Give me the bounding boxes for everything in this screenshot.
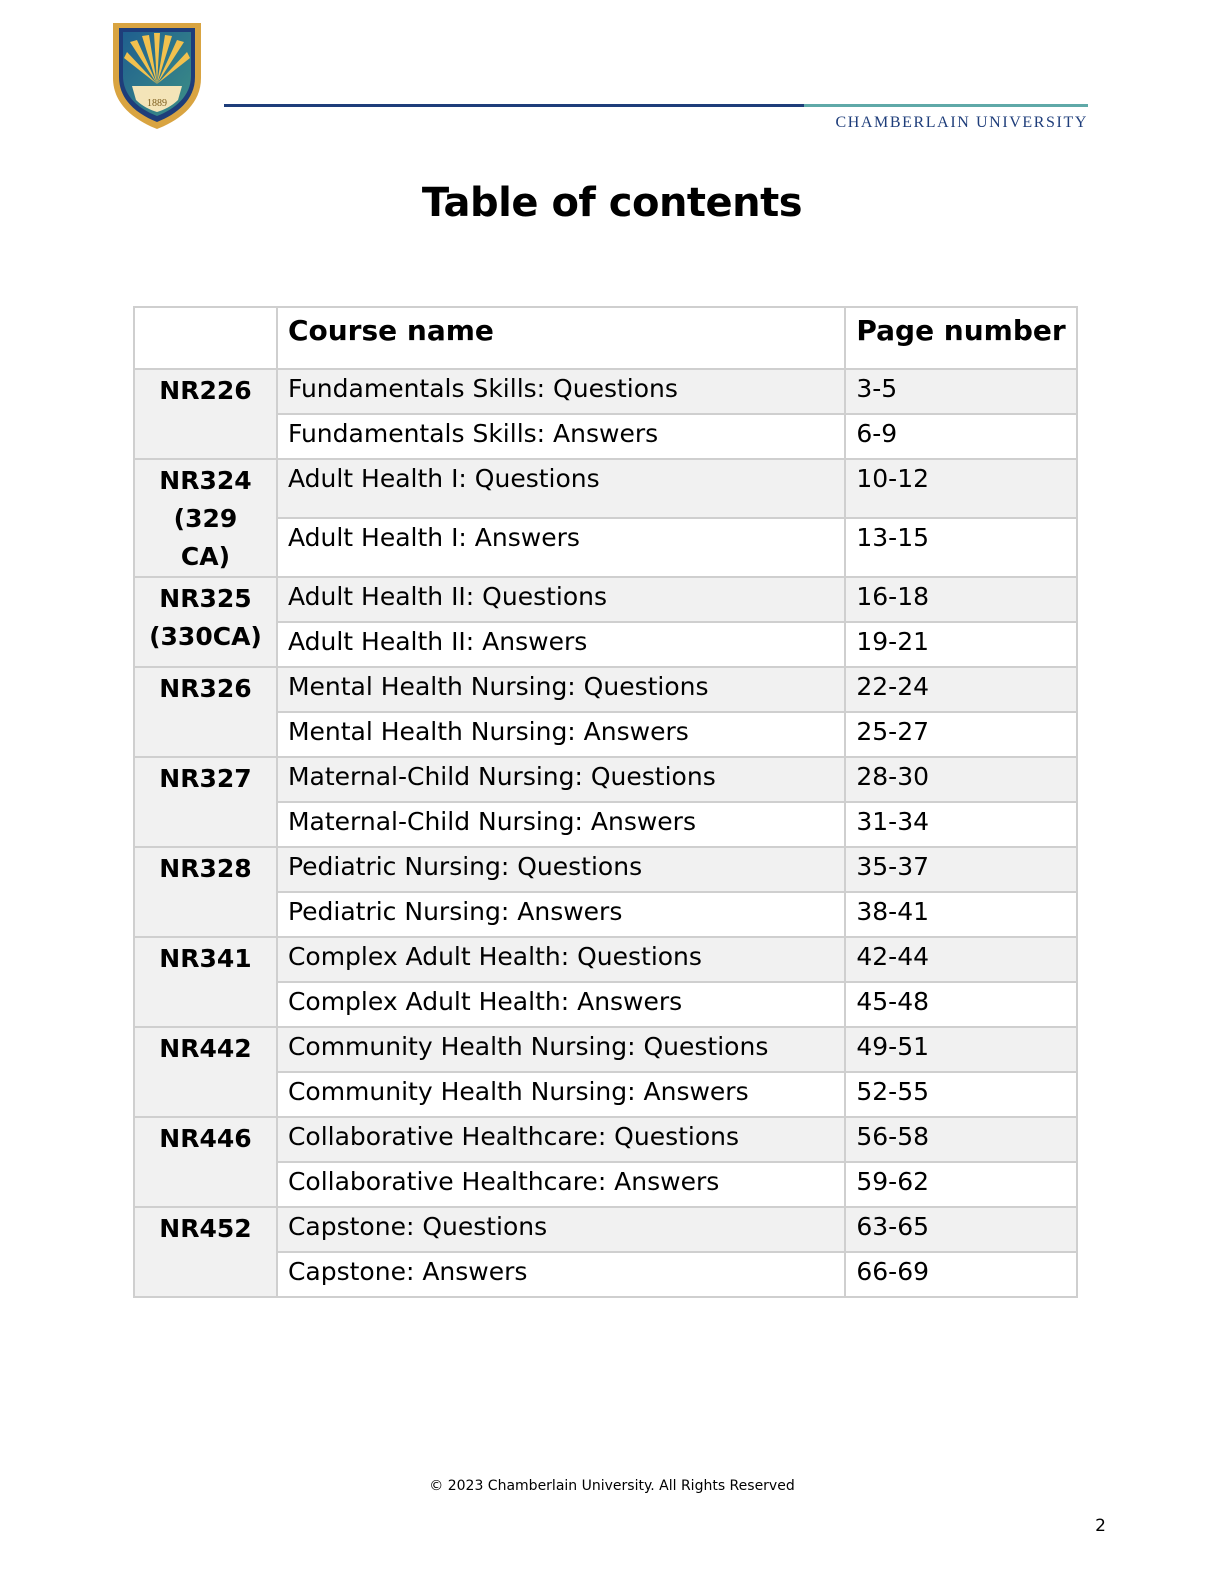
table-row	[134, 937, 1077, 982]
course-code: NR226	[159, 376, 252, 405]
course-code: NR442	[159, 1034, 252, 1063]
page-range-cell: 56-58	[845, 1117, 1077, 1162]
table-row	[134, 667, 1077, 712]
page-range-cell: 45-48	[845, 982, 1077, 1027]
course-code: NR325	[159, 584, 252, 613]
course-code: NR328	[159, 854, 252, 883]
course-code-cell	[134, 937, 277, 1027]
course-code-cell	[134, 1117, 277, 1207]
course-name-cell: Pediatric Nursing: Answers	[277, 892, 845, 937]
page-range-cell: 6-9	[845, 414, 1077, 459]
chamberlain-shield-logo	[110, 20, 204, 132]
course-code: NR446	[159, 1124, 252, 1153]
course-name-cell: Community Health Nursing: Answers	[277, 1072, 845, 1117]
page-range-cell: 49-51	[845, 1027, 1077, 1072]
header-cell-code	[134, 307, 277, 369]
course-name-cell: Collaborative Healthcare: Questions	[277, 1117, 845, 1162]
table-row	[134, 757, 1077, 802]
page-range-cell: 28-30	[845, 757, 1077, 802]
page-range-cell: 52-55	[845, 1072, 1077, 1117]
course-code-cell	[134, 1207, 277, 1297]
course-name-cell: Adult Health I: Answers	[277, 518, 845, 577]
course-code-cell	[134, 577, 277, 667]
header-cell-page-number: Page number	[845, 307, 1077, 369]
course-code: (329 CA)	[173, 504, 238, 571]
course-name-cell: Maternal-Child Nursing: Answers	[277, 802, 845, 847]
course-code: NR324	[159, 466, 252, 495]
table-row	[134, 847, 1077, 892]
course-name-cell: Complex Adult Health: Answers	[277, 982, 845, 1027]
table-header-row	[134, 307, 1077, 369]
page-range-cell: 42-44	[845, 937, 1077, 982]
table-row	[134, 1117, 1077, 1162]
table-row	[134, 577, 1077, 622]
course-name-cell: Complex Adult Health: Questions	[277, 937, 845, 982]
header-rule-navy	[224, 104, 804, 107]
course-name-cell: Capstone: Answers	[277, 1252, 845, 1297]
course-code-cell	[134, 667, 277, 757]
course-code-cell	[134, 369, 277, 459]
page-title: Table of contents	[421, 180, 803, 226]
table-row	[134, 1207, 1077, 1252]
course-code: NR326	[159, 674, 252, 703]
page-range-cell: 19-21	[845, 622, 1077, 667]
course-name-cell: Fundamentals Skills: Answers	[277, 414, 845, 459]
table-row	[134, 459, 1077, 518]
header-rule-teal	[804, 104, 1088, 107]
course-name-cell: Mental Health Nursing: Questions	[277, 667, 845, 712]
course-name-cell: Fundamentals Skills: Questions	[277, 369, 845, 414]
course-code: NR341	[159, 944, 252, 973]
course-code: NR452	[159, 1214, 252, 1243]
course-name-cell: Community Health Nursing: Questions	[277, 1027, 845, 1072]
table-row	[134, 369, 1077, 414]
course-name-cell: Adult Health II: Questions	[277, 577, 845, 622]
course-code: (330CA)	[149, 622, 262, 651]
table-row	[134, 1027, 1077, 1072]
course-name-cell: Maternal-Child Nursing: Questions	[277, 757, 845, 802]
page-range-cell: 25-27	[845, 712, 1077, 757]
course-name-cell: Collaborative Healthcare: Answers	[277, 1162, 845, 1207]
page-range-cell: 3-5	[845, 369, 1077, 414]
header-cell-course-name: Course name	[277, 307, 845, 369]
page-range-cell: 13-15	[845, 518, 1077, 577]
course-code-cell	[134, 459, 277, 577]
course-name-cell: Pediatric Nursing: Questions	[277, 847, 845, 892]
copyright-footer: © 2023 Chamberlain University. All Rights Reserved	[429, 1478, 795, 1494]
course-name-cell: Adult Health I: Questions	[277, 459, 845, 518]
course-name-cell: Capstone: Questions	[277, 1207, 845, 1252]
page-range-cell: 35-37	[845, 847, 1077, 892]
page-range-cell: 38-41	[845, 892, 1077, 937]
course-name-cell: Adult Health II: Answers	[277, 622, 845, 667]
toc-table	[133, 306, 1078, 1298]
page-range-cell: 59-62	[845, 1162, 1077, 1207]
course-name-cell: Mental Health Nursing: Answers	[277, 712, 845, 757]
logo-year: 1889	[147, 98, 167, 109]
page-range-cell: 66-69	[845, 1252, 1077, 1297]
page-range-cell: 10-12	[845, 459, 1077, 518]
page-range-cell: 16-18	[845, 577, 1077, 622]
page-range-cell: 63-65	[845, 1207, 1077, 1252]
page-range-cell: 22-24	[845, 667, 1077, 712]
course-code-cell	[134, 847, 277, 937]
course-code-cell	[134, 757, 277, 847]
page-number: 2	[1095, 1516, 1106, 1536]
course-code-cell	[134, 1027, 277, 1117]
university-wordmark: CHAMBERLAIN UNIVERSITY	[835, 114, 1088, 131]
course-code: NR327	[159, 764, 252, 793]
page-range-cell: 31-34	[845, 802, 1077, 847]
